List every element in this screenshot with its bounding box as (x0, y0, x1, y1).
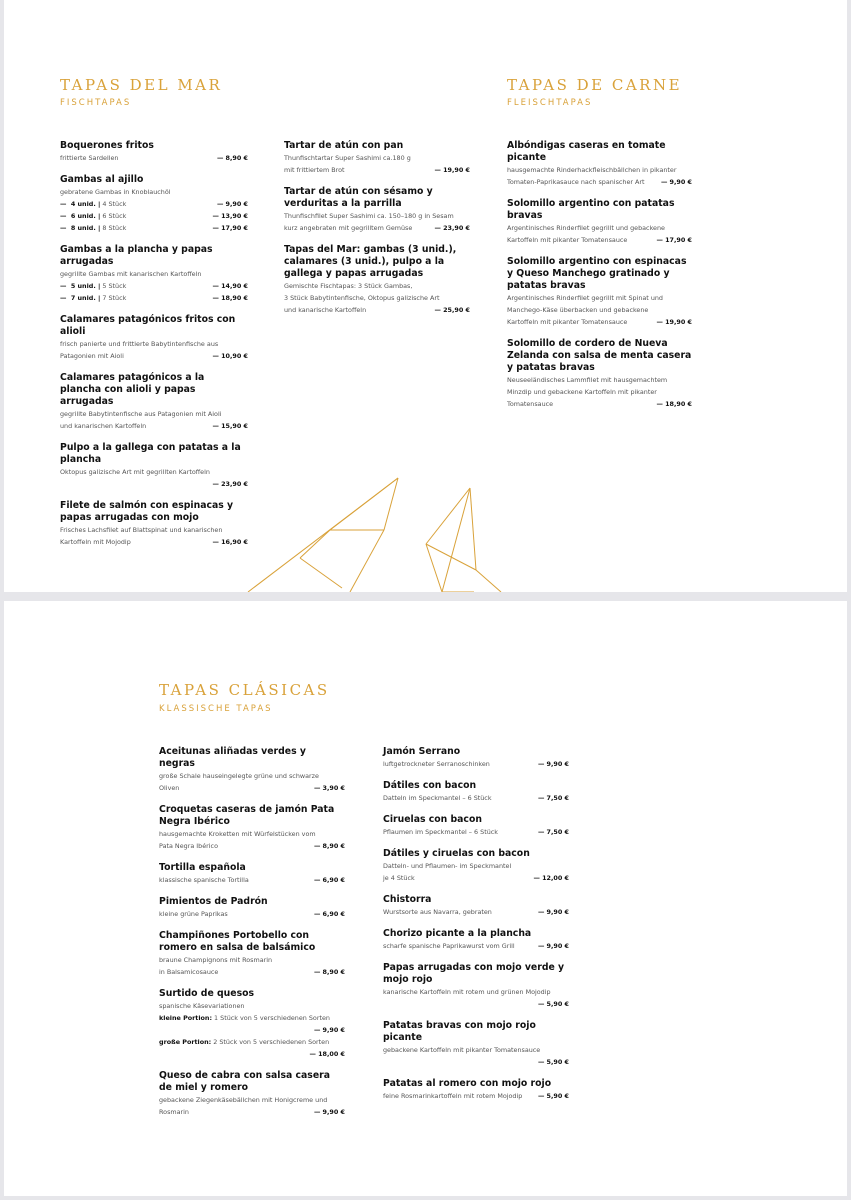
portion-description: 4 Stück (102, 200, 127, 208)
portion-variant (159, 1036, 345, 1048)
dish-price: — 19,90 € (434, 166, 470, 174)
dish-description: Pata Negra Ibérico (159, 842, 218, 850)
dish-price: — 8,90 € (216, 154, 248, 162)
dish-description: in Balsamicosauce (159, 968, 219, 976)
dish-price: — 6,90 € (313, 876, 345, 884)
portion-description: 7 Stück (102, 294, 127, 302)
menu-item (60, 314, 248, 362)
dish-price: — 16,90 € (212, 538, 248, 546)
dish-description-line (284, 222, 470, 234)
portion-variant (60, 198, 248, 210)
menu-column-carne (507, 140, 692, 420)
section-title-clasicas: TAPAS CLÁSICAS (159, 681, 330, 699)
dish-description: Datteln im Speckmantel – 6 Stück (383, 794, 492, 802)
dish-description-line (60, 152, 248, 164)
menu-item (507, 338, 692, 410)
dish-price: — 15,90 € (212, 422, 248, 430)
section-title-carne: TAPAS DE CARNE (507, 76, 683, 94)
dish-description-line (383, 906, 569, 918)
dish-description-line (159, 954, 345, 966)
dish-description: kurz angebraten mit gegrilltem Gemüse (284, 224, 413, 232)
menu-page-2 (4, 601, 847, 1196)
dish-description-line (507, 316, 692, 328)
dish-description: frittierte Sardellen (60, 154, 119, 162)
menu-item (284, 140, 470, 176)
menu-item (60, 500, 248, 548)
portion-variant (60, 292, 248, 304)
dish-price: — 9,90 € (537, 760, 569, 768)
section-title-mar: TAPAS DEL MAR (60, 76, 223, 94)
menu-item (60, 244, 248, 304)
dish-name: Aceitunas aliñadas verdes y negras (159, 746, 306, 769)
dish-description: 3 Stück Babytintenfische, Oktopus galizische Art (284, 294, 440, 302)
portion-variant (159, 1048, 345, 1060)
dish-description-line (60, 478, 248, 490)
dish-description-line (383, 986, 569, 998)
dish-name: Jamón Serrano (383, 746, 461, 757)
portion-price: — 18,90 € (212, 294, 248, 302)
dish-description-line (60, 186, 248, 198)
menu-item (159, 862, 345, 886)
dish-description: Frisches Lachsfilet auf Blattspinat und kanarischen (60, 526, 223, 534)
portion-price: — 9,90 € (216, 200, 248, 208)
dish-name: Pimientos de Padrón (159, 896, 268, 907)
dish-name: Chorizo picante a la plancha (383, 928, 532, 939)
dish-name: Dátiles con bacon (383, 780, 477, 791)
dish-description: hausgemachte Rinderhackfleischbällchen in pikanter (507, 166, 677, 174)
dish-price: — 9,90 € (660, 178, 692, 186)
dish-description: frisch panierte und frittierte Babytintenfische aus (60, 340, 219, 348)
dish-price: — 8,90 € (313, 968, 345, 976)
dish-description-line (60, 408, 248, 420)
menu-item (60, 442, 248, 490)
dish-price: — 10,90 € (212, 352, 248, 360)
dish-description-line (383, 1090, 569, 1102)
dish-name: Calamares patagónicos a la plancha con alioli y papas arrugadas (60, 372, 205, 407)
portion-quantity: — 5 unid. | (60, 282, 101, 290)
dish-description-line (60, 524, 248, 536)
dish-description: klassische spanische Tortilla (159, 876, 249, 884)
dish-description-line (284, 304, 470, 316)
dish-description-line (284, 164, 470, 176)
dish-description-line (383, 758, 569, 770)
dish-description-line (60, 350, 248, 362)
dish-name: Gambas a la plancha y papas arrugadas (60, 244, 213, 267)
dish-description-line (507, 222, 692, 234)
dish-description-line (284, 152, 470, 164)
dish-name: Papas arrugadas con mojo verde y mojo rojo (383, 962, 565, 985)
dish-description: feine Rosmarinkartoffeln mit rotem Mojodip (383, 1092, 523, 1100)
dish-description-line (383, 792, 569, 804)
dish-price: — 5,90 € (537, 1058, 569, 1066)
section-subtitle-clasicas: KLASSISCHE TAPAS (159, 704, 273, 714)
dish-price: — 5,90 € (537, 1000, 569, 1008)
dish-description: braune Champignons mit Rosmarin (159, 956, 273, 964)
dish-price: — 9,90 € (537, 908, 569, 916)
portion-description (159, 1024, 308, 1036)
menu-item (383, 894, 569, 918)
dish-description-line (383, 872, 569, 884)
section-subtitle-carne: FLEISCHTAPAS (507, 98, 593, 108)
dish-description: Wurstsorte aus Navarra, gebraten (383, 908, 492, 916)
menu-item (383, 1078, 569, 1102)
dish-description-line (284, 292, 470, 304)
dish-name: Calamares patagónicos fritos con alioli (60, 314, 236, 337)
dish-description: Datteln- und Pflaumen- im Speckmantel (383, 862, 512, 870)
dish-description: gebackene Ziegenkäsebällchen mit Honigcreme und (159, 1096, 328, 1104)
dish-name: Solomillo de cordero de Nueva Zelanda con salsa de menta casera y patatas bravas (507, 338, 692, 373)
dish-description: Oktopus galizische Art mit gegrillten Kartoffeln (60, 468, 210, 476)
dish-name: Tartar de atún con pan (284, 140, 404, 151)
dish-description: Thunfischtartar Super Sashimi ca.180 g (284, 154, 411, 162)
menu-item (383, 780, 569, 804)
dish-description: Minzdip und gebackene Kartoffeln mit pikanter (507, 388, 657, 396)
dish-description-line (383, 860, 569, 872)
dish-name: Gambas al ajillo (60, 174, 144, 185)
portion-variant (60, 210, 248, 222)
portion-quantity: große Portion: (159, 1038, 212, 1046)
portion-description: 6 Stück (102, 212, 127, 220)
menu-item (284, 244, 470, 316)
dish-description: gegrillte Gambas mit kanarischen Kartoffeln (60, 270, 202, 278)
menu-item (159, 988, 345, 1060)
dish-price: — 5,90 € (537, 1092, 569, 1100)
menu-item (507, 140, 692, 188)
dish-name: Filete de salmón con espinacas y papas arrugadas con mojo (60, 500, 234, 523)
dish-description: Pflaumen im Speckmantel – 6 Stück (383, 828, 498, 836)
menu-item (159, 1070, 345, 1118)
dish-description: Gemischte Fischtapas: 3 Stück Gambas, (284, 282, 413, 290)
dish-name: Boquerones fritos (60, 140, 154, 151)
dish-description: luftgetrockneter Serranoschinken (383, 760, 490, 768)
portion-description: 1 Stück von 5 verschiedenen Sorten (214, 1014, 330, 1022)
portion-price: — 18,00 € (309, 1050, 345, 1058)
dish-description: große Schale hauseingelegte grüne und schwarze (159, 772, 319, 780)
menu-item (159, 746, 345, 794)
menu-item (60, 140, 248, 164)
menu-item (383, 962, 569, 1010)
dish-description-line (383, 940, 569, 952)
portion-variant (159, 1024, 345, 1036)
dish-description-line (284, 280, 470, 292)
dish-description: gebackene Kartoffeln mit pikanter Tomatensauce (383, 1046, 541, 1054)
dish-description: kanarische Kartoffeln mit rotem und grünen Mojodip (383, 988, 551, 996)
dish-description-line (383, 998, 569, 1010)
dish-description-line (383, 1044, 569, 1056)
dish-name: Tartar de atún con sésamo y verduritas a la parrilla (284, 186, 433, 209)
portion-description: 2 Stück von 5 verschiedenen Sorten (213, 1038, 330, 1046)
dish-description-line (60, 268, 248, 280)
menu-item (507, 256, 692, 328)
dish-description: Argentinisches Rinderfilet gegrillt und gebackene (507, 224, 665, 232)
menu-column-mar-1 (60, 140, 248, 558)
dish-description-line (159, 782, 345, 794)
dish-name: Croquetas caseras de jamón Pata Negra Ibérico (159, 804, 335, 827)
dish-description: mit frittiertem Brot (284, 166, 345, 174)
dish-description-line (507, 304, 692, 316)
dish-description-line (159, 840, 345, 852)
dish-price: — 9,90 € (313, 1108, 345, 1116)
portion-quantity: — 6 unid. | (60, 212, 101, 220)
portion-description: 8 Stück (102, 224, 127, 232)
menu-column-mar-2 (284, 140, 470, 326)
menu-column-clasicas-2 (383, 746, 569, 1112)
dish-description-line (159, 828, 345, 840)
dish-price: — 9,90 € (537, 942, 569, 950)
dish-description: Kartoffeln mit pikanter Tomatensauce (507, 236, 628, 244)
dish-description-line (507, 164, 692, 176)
dish-name: Ciruelas con bacon (383, 814, 482, 825)
dish-description: je 4 Stück (383, 874, 415, 882)
section-subtitle-mar: FISCHTAPAS (60, 98, 132, 108)
portion-price: — 14,90 € (212, 282, 248, 290)
portion-quantity: kleine Portion: (159, 1014, 213, 1022)
dish-price: — 12,00 € (533, 874, 569, 882)
dish-description-line (507, 234, 692, 246)
dish-description: Thunfischfilet Super Sashimi ca. 150–180 g in Sesam (284, 212, 454, 220)
menu-item (383, 746, 569, 770)
dish-name: Tapas del Mar: gambas (3 unid.), calamares (3 unid.), pulpo a la gallega y papas arrugadas (284, 244, 457, 279)
dish-description: scharfe spanische Paprikawurst vom Grill (383, 942, 515, 950)
dish-name: Dátiles y ciruelas con bacon (383, 848, 530, 859)
dish-description-line (159, 770, 345, 782)
dish-description-line (507, 398, 692, 410)
dish-price: — 7,50 € (537, 828, 569, 836)
portion-price: — 17,90 € (212, 224, 248, 232)
portion-variant (159, 1012, 345, 1024)
dish-description-line (159, 1000, 345, 1012)
dish-description-line (60, 536, 248, 548)
dish-name: Tortilla española (159, 862, 246, 873)
dish-price: — 23,90 € (212, 480, 248, 488)
dish-description-line (284, 210, 470, 222)
dish-name: Solomillo argentino con patatas bravas (507, 198, 675, 221)
dish-description-line (60, 420, 248, 432)
dish-name: Solomillo argentino con espinacas y Queso Manchego gratinado y patatas bravas (507, 256, 687, 291)
dish-price: — 25,90 € (434, 306, 470, 314)
menu-page-1 (4, 0, 847, 592)
dish-description: Kartoffeln mit pikanter Tomatensauce (507, 318, 628, 326)
dish-description-line (159, 966, 345, 978)
portion-price: — 13,90 € (212, 212, 248, 220)
dish-price: — 23,90 € (434, 224, 470, 232)
dish-price: — 17,90 € (656, 236, 692, 244)
menu-item (383, 928, 569, 952)
dish-price: — 7,50 € (537, 794, 569, 802)
portion-quantity: — 7 unid. | (60, 294, 101, 302)
dish-name: Chistorra (383, 894, 432, 905)
dish-description-line (159, 1094, 345, 1106)
menu-item (60, 174, 248, 234)
dish-description: Tomaten-Paprikasauce nach spanischer Art (507, 178, 645, 186)
dish-name: Queso de cabra con salsa casera de miel y romero (159, 1070, 330, 1093)
portion-variant (60, 280, 248, 292)
dish-description-line (507, 176, 692, 188)
dish-description-line (60, 466, 248, 478)
menu-item (60, 372, 248, 432)
dish-price: — 3,90 € (313, 784, 345, 792)
dish-description: Argentinisches Rinderfilet gegrillt mit Spinat und (507, 294, 663, 302)
menu-item (159, 804, 345, 852)
portion-description: 5 Stück (102, 282, 127, 290)
dish-description: Patagonien mit Aioli (60, 352, 124, 360)
dish-description: Tomatensauce (507, 400, 554, 408)
dish-name: Albóndigas caseras en tomate picante (507, 140, 666, 163)
portion-quantity: — 4 unid. | (60, 200, 101, 208)
dish-description-line (507, 374, 692, 386)
dish-description: und kanarischen Kartoffeln (60, 422, 147, 430)
dish-name: Pulpo a la gallega con patatas a la plancha (60, 442, 241, 465)
dish-description: hausgemachte Kroketten mit Würfelstücken vom (159, 830, 316, 838)
dish-price: — 6,90 € (313, 910, 345, 918)
dish-description-line (507, 292, 692, 304)
dish-description: gebratene Gambas in Knoblauchöl (60, 188, 171, 196)
menu-item (159, 896, 345, 920)
dish-price: — 8,90 € (313, 842, 345, 850)
dish-description: und kanarische Kartoffeln (284, 306, 367, 314)
dish-description: Oliven (159, 784, 180, 792)
dish-description-line (507, 386, 692, 398)
dish-price: — 18,90 € (656, 400, 692, 408)
dish-description: Kartoffeln mit Mojodip (60, 538, 131, 546)
dish-name: Champiñones Portobello con romero en salsa de balsámico (159, 930, 316, 953)
menu-item (383, 1020, 569, 1068)
dish-description-line (159, 1106, 345, 1118)
dish-description: Manchego-Käse überbacken und gebackene (507, 306, 649, 314)
dish-description: Neuseeländisches Lammfilet mit hausgemachtem (507, 376, 668, 384)
dish-description: Rosmarin (159, 1108, 189, 1116)
dish-description-line (60, 338, 248, 350)
portion-quantity: — 8 unid. | (60, 224, 101, 232)
dish-description: spanische Käsevariationen (159, 1002, 245, 1010)
menu-item (383, 814, 569, 838)
menu-column-clasicas-1 (159, 746, 345, 1128)
portion-description (159, 1048, 303, 1060)
dish-price: — 19,90 € (656, 318, 692, 326)
dish-description-line (383, 826, 569, 838)
dish-description: kleine grüne Paprikas (159, 910, 228, 918)
dish-name: Patatas bravas con mojo rojo picante (383, 1020, 536, 1043)
portion-variant (60, 222, 248, 234)
menu-item (159, 930, 345, 978)
dish-name: Patatas al romero con mojo rojo (383, 1078, 552, 1089)
portion-price: — 9,90 € (313, 1026, 345, 1034)
dish-description: gegrillte Babytintenfische aus Patagonien mit Aioli (60, 410, 222, 418)
menu-item (284, 186, 470, 234)
dish-description-line (383, 1056, 569, 1068)
menu-item (383, 848, 569, 884)
menu-item (507, 198, 692, 246)
dish-description-line (159, 908, 345, 920)
dish-name: Surtido de quesos (159, 988, 255, 999)
dish-description-line (159, 874, 345, 886)
